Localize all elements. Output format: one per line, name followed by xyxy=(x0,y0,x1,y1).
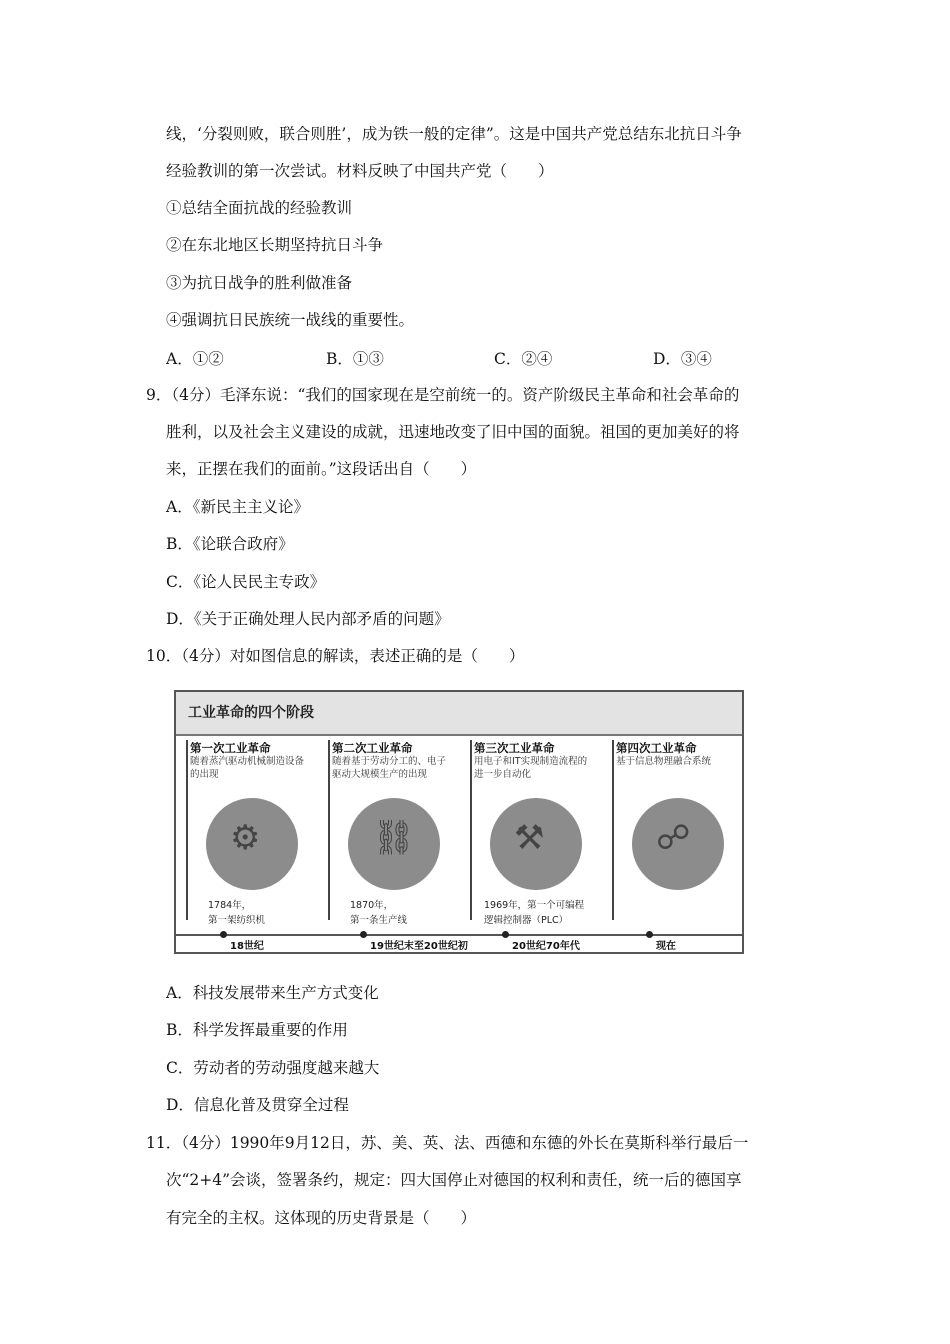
timeline-label-2: 19世纪末至20世纪初 xyxy=(370,941,468,952)
q9-option-a[interactable]: A．《新民主主义论》 xyxy=(166,498,309,516)
q8-option-c[interactable]: C．②④ xyxy=(494,350,553,368)
stage-1-note: 1784年， 第一架纺织机 xyxy=(208,900,266,926)
robot-arm-icon: ⚒ xyxy=(514,818,545,858)
stage-3-note: 1969年，第一个可编程 逻辑控制器（PLC） xyxy=(484,900,585,926)
stage-2-desc: 随着基于劳动分工的、电子驱动大规模生产的出现 xyxy=(332,756,447,780)
timeline-dot-2 xyxy=(360,931,367,938)
stage-2-bracket xyxy=(328,740,330,920)
q10-option-b[interactable]: B．科学发挥最重要的作用 xyxy=(166,1021,348,1039)
q8-option-b[interactable]: B．①③ xyxy=(326,350,384,368)
industrial-revolution-figure xyxy=(174,690,744,954)
stage-1-title: 第一次工业革命 xyxy=(190,741,271,755)
q9-stem-line-3: 来，正摆在我们的面前。”这段话出自（ ） xyxy=(166,460,477,478)
q10-option-a[interactable]: A．科技发展带来生产方式变化 xyxy=(166,984,379,1002)
q10-option-d[interactable]: D．信息化普及贯穿全过程 xyxy=(166,1096,349,1114)
q8-item-1: ①总结全面抗战的经验教训 xyxy=(166,199,353,217)
stage-2-note: 1870年， 第一条生产线 xyxy=(350,900,408,926)
q9-stem-line-1: 9．（4分）毛泽东说：“我们的国家现在是空前统一的。资产阶级民主革命和社会革命的 xyxy=(146,386,740,404)
q11-stem-line-2: 次“2+4”会谈，签署条约，规定：四大国停止对德国的权利和责任，统一后的德国享 xyxy=(166,1171,742,1189)
stage-3-bracket xyxy=(470,740,472,920)
stage-3 xyxy=(464,738,600,938)
q9-option-b[interactable]: B．《论联合政府》 xyxy=(166,535,294,553)
stage-1-desc: 随着蒸汽驱动机械制造设备的出现 xyxy=(190,756,305,780)
q9-stem-line-2: 胜利，以及社会主义建设的成就，迅速地改变了旧中国的面貌。祖国的更加美好的将 xyxy=(166,423,740,441)
figure-title: 工业革命的四个阶段 xyxy=(176,692,742,736)
q11-stem-line-3: 有完全的主权。这体现的历史背景是（ ） xyxy=(166,1209,477,1227)
stage-3-title: 第三次工业革命 xyxy=(474,741,555,755)
timeline-label-1: 18世纪 xyxy=(230,941,264,952)
timeline-dot-3 xyxy=(502,931,509,938)
q8-stem-line-1: 线，‘分裂则败，联合则胜’，成为铁一般的定律”。这是中国共产党总结东北抗日斗争 xyxy=(166,125,742,143)
q8-item-4: ④强调抗日民族统一战线的重要性。 xyxy=(166,311,415,329)
q9-option-d[interactable]: D．《关于正确处理人民内部矛盾的问题》 xyxy=(166,610,450,628)
production-line-icon: ⛓ xyxy=(372,818,416,858)
loom-icon: ⚙ xyxy=(230,818,261,858)
stage-1-bracket xyxy=(186,740,188,920)
q9-option-c[interactable]: C．《论人民民主专政》 xyxy=(166,573,326,591)
stage-4-title: 第四次工业革命 xyxy=(616,741,697,755)
q8-option-a[interactable]: A．①② xyxy=(166,350,224,368)
q8-item-2: ②在东北地区长期坚持抗日斗争 xyxy=(166,236,384,254)
q10-option-c[interactable]: C．劳动者的劳动强度越来越大 xyxy=(166,1059,380,1077)
q11-stem-line-1: 11．（4分）1990年9月12日，苏、美、英、法、西德和东德的外长在莫斯科举行最后一 xyxy=(146,1134,749,1152)
q8-option-d[interactable]: D．③④ xyxy=(653,350,712,368)
stage-2 xyxy=(322,738,458,938)
stage-4-desc: 基于信息物理融合系统 xyxy=(616,756,712,767)
stage-2-title: 第二次工业革命 xyxy=(332,741,413,755)
stage-1 xyxy=(180,738,316,938)
timeline-label-3: 20世纪70年代 xyxy=(512,941,580,952)
timeline xyxy=(176,934,742,952)
q10-stem: 10．（4分）对如图信息的解读，表述正确的是（ ） xyxy=(146,647,525,665)
stage-4 xyxy=(606,738,742,938)
q8-item-3: ③为抗日战争的胜利做准备 xyxy=(166,274,353,292)
timeline-dot-4 xyxy=(646,931,653,938)
timeline-label-4: 现在 xyxy=(656,941,676,952)
stage-3-desc: 用电子和IT实现制造流程的进一步自动化 xyxy=(474,756,588,780)
q8-stem-line-2: 经验教训的第一次尝试。材料反映了中国共产党（ ） xyxy=(166,162,554,180)
timeline-dot-1 xyxy=(220,931,227,938)
stage-4-bracket xyxy=(612,740,614,920)
network-devices-icon: ☍ xyxy=(656,818,691,858)
